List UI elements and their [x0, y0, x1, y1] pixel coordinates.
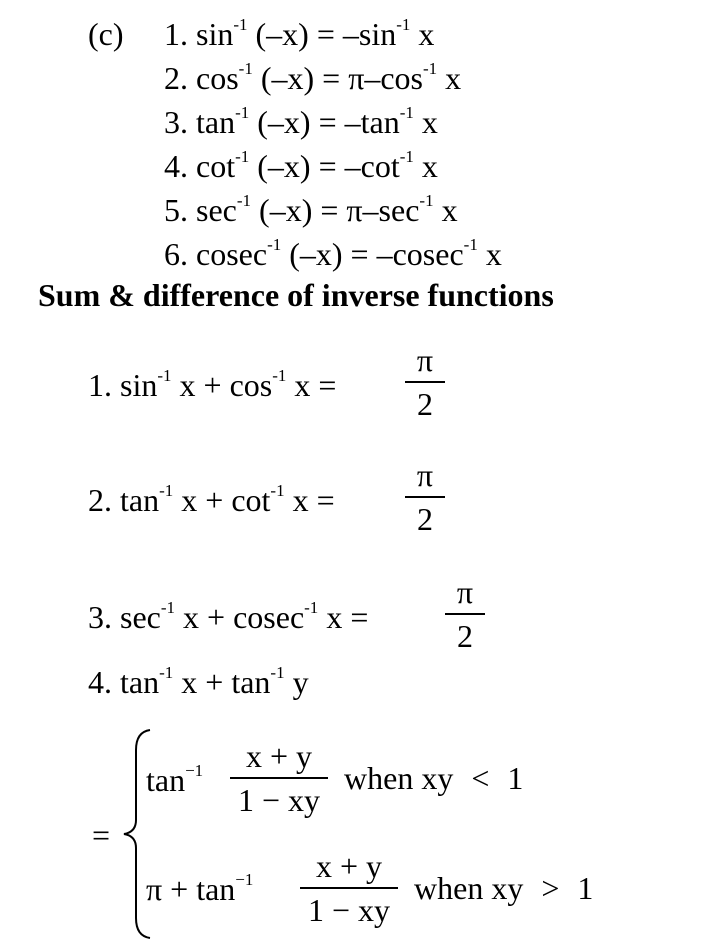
exponent: -1: [160, 598, 176, 617]
exponent: -1: [423, 59, 438, 78]
item-number: 1.: [88, 367, 112, 403]
fraction-bar: [445, 613, 485, 615]
denominator: 2: [417, 501, 433, 537]
function-name: sin: [120, 367, 158, 403]
item-number: 2.: [88, 482, 112, 518]
item-number: 4.: [164, 148, 188, 184]
function-name: tan: [120, 664, 160, 700]
argument: (–x) = –sin: [255, 16, 397, 52]
condition-text: when xy: [414, 870, 524, 906]
function-name: sec: [120, 599, 161, 635]
exponent: -1: [270, 663, 285, 682]
exponent: -1: [267, 235, 282, 254]
argument: (–x) = –tan: [257, 104, 400, 140]
exponent: −1: [235, 870, 254, 889]
middle-term: x + tan: [181, 664, 271, 700]
equals-sign: =: [92, 817, 111, 853]
argument: (–x) = –cosec: [289, 236, 464, 272]
function-name: tan: [120, 482, 160, 518]
fraction-bar: [405, 496, 445, 498]
tail: x: [445, 60, 462, 96]
item-number: 2.: [164, 60, 188, 96]
exponent: -1: [304, 598, 319, 617]
numerator: x + y: [315, 848, 383, 884]
tail: x: [485, 236, 502, 272]
tail: x: [418, 16, 435, 52]
denominator: 1 − xy: [237, 782, 321, 818]
pi-over-2-fraction: [445, 573, 485, 655]
section-heading: Sum & difference of inverse functions: [38, 277, 554, 313]
argument: (–x) = π–sec: [259, 192, 420, 228]
middle-term: x + cos: [179, 367, 273, 403]
relation: >: [541, 870, 560, 906]
fraction-bar: [230, 777, 328, 779]
pi-over-2-fraction: [405, 341, 445, 423]
end-term: x =: [294, 367, 337, 403]
item-number: 3.: [88, 599, 112, 635]
case2-condition: [414, 868, 593, 908]
case1-condition: [344, 758, 523, 798]
exponent: -1: [399, 147, 414, 166]
exponent: -1: [233, 15, 248, 34]
numerator: π: [416, 457, 434, 493]
exponent: -1: [235, 103, 250, 122]
function-name: cos: [196, 60, 239, 96]
identity-line: [164, 58, 461, 104]
argument: (–x) = π–cos: [260, 60, 423, 96]
sum-item-2: [88, 480, 335, 526]
numerator: x + y: [245, 738, 313, 774]
end-term: x =: [292, 482, 335, 518]
tail: x: [421, 148, 438, 184]
case1-fn: [146, 760, 203, 806]
function-name: sec: [196, 192, 237, 228]
case2-fn: [146, 869, 253, 915]
identity-line: [164, 234, 502, 280]
exponent: -1: [419, 191, 434, 210]
item-number: 5.: [164, 192, 188, 228]
condition-text: when xy: [344, 760, 454, 796]
item-number: 6.: [164, 236, 188, 272]
function-name: sin: [196, 16, 234, 52]
end-term: y: [292, 664, 309, 700]
exponent: -1: [272, 366, 287, 385]
tail: x: [441, 192, 458, 228]
value: 1: [507, 760, 524, 796]
value: 1: [577, 870, 594, 906]
sum-item-3: [88, 597, 368, 643]
identity-line: [164, 102, 438, 148]
exponent: -1: [236, 191, 252, 210]
function-name: cosec: [196, 236, 268, 272]
exponent: -1: [159, 663, 174, 682]
exponent: -1: [463, 235, 478, 254]
exponent: -1: [159, 481, 174, 500]
item-number: 1.: [164, 16, 188, 52]
function-name: cot: [196, 148, 236, 184]
fraction-bar: [300, 887, 398, 889]
part-c-label: (c): [88, 16, 124, 52]
denominator: 2: [457, 618, 473, 654]
case2-fraction: [300, 847, 398, 929]
middle-term: x + cosec: [183, 599, 305, 635]
numerator: π: [456, 574, 474, 610]
sum-item-1: [88, 365, 336, 411]
item-number: 4.: [88, 664, 112, 700]
exponent: -1: [238, 59, 253, 78]
exponent: −1: [185, 761, 204, 780]
sum-item-4: [88, 662, 309, 708]
function-name: tan: [146, 762, 186, 798]
function-name: tan: [196, 104, 236, 140]
exponent: -1: [235, 147, 250, 166]
numerator: π: [416, 342, 434, 378]
exponent: -1: [157, 366, 172, 385]
middle-term: x + cot: [181, 482, 271, 518]
pi-over-2-fraction: [405, 456, 445, 538]
denominator: 1 − xy: [307, 892, 391, 928]
argument: (–x) = –cot: [257, 148, 400, 184]
identity-line: [164, 14, 434, 60]
exponent: -1: [399, 103, 414, 122]
denominator: 2: [417, 386, 433, 422]
identity-line: [164, 146, 438, 192]
function-name: π + tan: [146, 871, 236, 907]
exponent: -1: [270, 481, 285, 500]
item-number: 3.: [164, 104, 188, 140]
case1-fraction: [230, 737, 328, 819]
end-term: x =: [326, 599, 369, 635]
exponent: -1: [396, 15, 411, 34]
fraction-bar: [405, 381, 445, 383]
identity-line: [164, 190, 458, 236]
tail: x: [421, 104, 438, 140]
relation: <: [471, 760, 490, 796]
